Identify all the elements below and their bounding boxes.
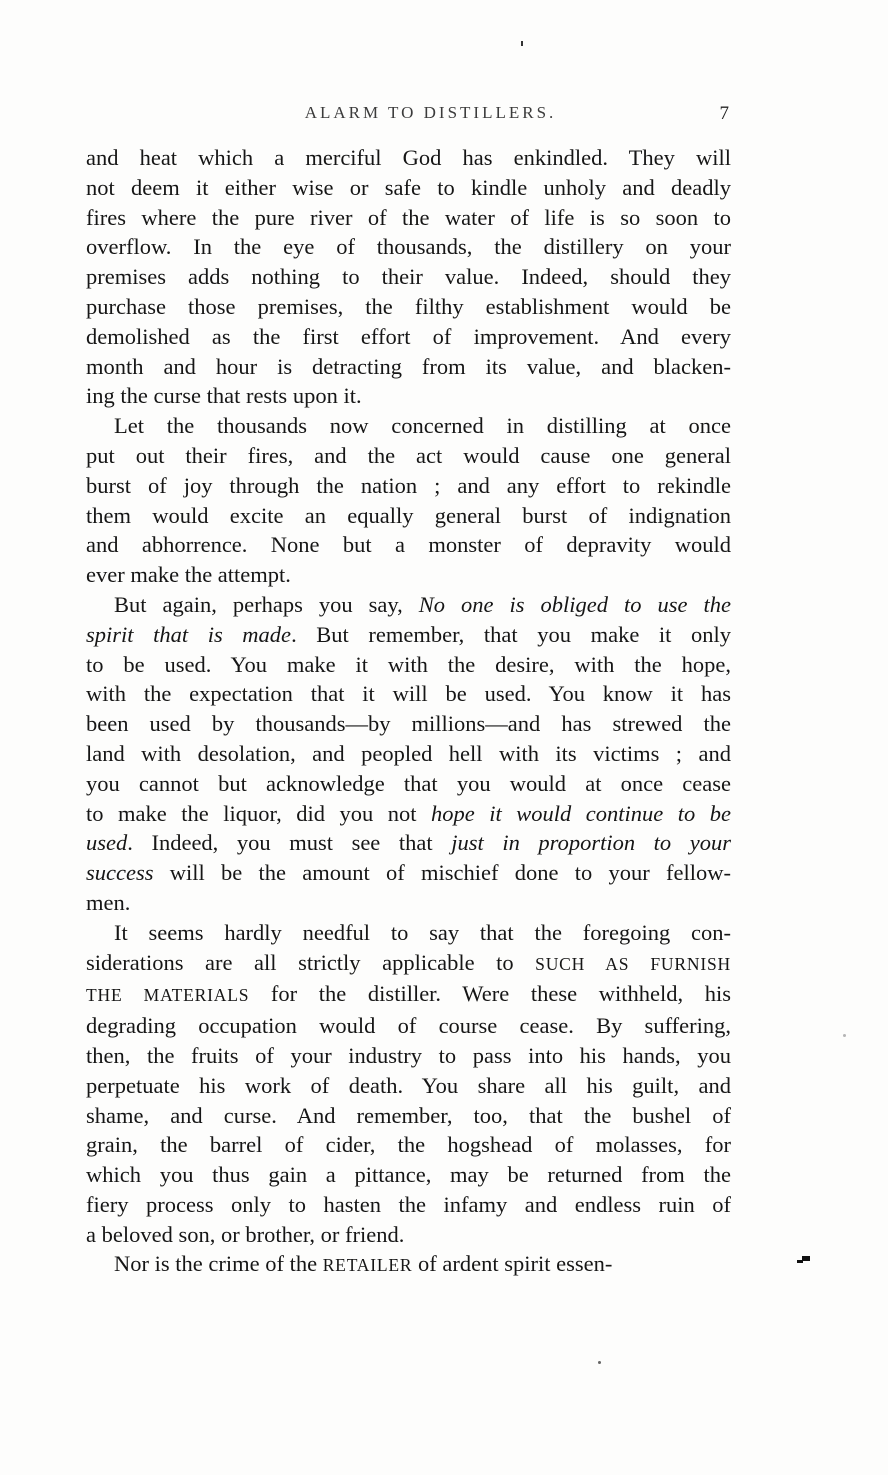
text-line xyxy=(86,1011,731,1041)
text-segment: to make the liquor, did you not xyxy=(86,800,431,826)
text-line xyxy=(86,411,731,441)
text-line xyxy=(86,620,731,650)
text-line xyxy=(86,679,731,709)
ink-speck xyxy=(843,1034,846,1037)
text-segment: burst of joy through the nation ; and any effort to rekindle xyxy=(86,472,731,498)
text-segment: been used by thousands—by millions—and has strewed the xyxy=(86,711,731,737)
text-segment: of ardent spirit essen- xyxy=(412,1251,613,1277)
text-segment: fiery process only to hasten the infamy and endless ruin of xyxy=(86,1191,731,1217)
text-segment: ever make the attempt. xyxy=(86,562,291,588)
text-segment: degrading occupation would of course cease. By suffering, xyxy=(86,1013,731,1039)
text-line xyxy=(86,1160,731,1190)
text-line xyxy=(86,1220,731,1250)
text-line xyxy=(86,1041,731,1071)
text-segment: then, the fruits of your industry to pass into his hands, you xyxy=(86,1042,731,1068)
text-line xyxy=(86,173,731,203)
text-segment: men. xyxy=(86,889,131,915)
text-segment: ing the curse that rests upon it. xyxy=(86,383,362,409)
page-body xyxy=(86,143,731,1281)
text-segment: for the distiller. Were these withheld, his xyxy=(249,981,731,1007)
paragraph xyxy=(86,918,731,1250)
text-segment: fires where the pure river of the water of life is so soon to xyxy=(86,204,731,230)
paragraph xyxy=(86,143,731,411)
text-line xyxy=(86,739,731,769)
text-segment: Nor is the crime of the xyxy=(114,1251,323,1277)
text-segment: not deem it either wise or safe to kindle unholy and deadly xyxy=(86,174,731,200)
text-segment: will be the amount of mischief done to your fellow- xyxy=(153,860,731,886)
ink-speck xyxy=(598,1361,601,1364)
text-line xyxy=(86,262,731,292)
text-segment: But again, perhaps you say, xyxy=(114,591,419,617)
text-segment: perpetuate his work of death. You share all his guilt, and xyxy=(86,1072,731,1098)
text-segment: and heat which a merciful God has enkindled. They will xyxy=(86,145,731,170)
text-line xyxy=(86,471,731,501)
text-segment: grain, the barrel of cider, the hogshead of molasses, for xyxy=(86,1132,731,1158)
page-number: 7 xyxy=(719,103,729,124)
text-segment: put out their fires, and the act would cause one general xyxy=(86,442,731,468)
italic-text: just in proportion to your xyxy=(451,830,731,856)
text-line xyxy=(86,590,731,620)
text-line xyxy=(86,381,731,411)
text-line xyxy=(86,1101,731,1131)
text-line xyxy=(86,888,731,918)
text-segment: purchase those premises, the filthy establishment would be xyxy=(86,293,731,319)
text-segment: demolished as the first effort of improvement. And every xyxy=(86,323,731,349)
text-segment: Let the thousands now concerned in distilling at once xyxy=(114,413,731,439)
text-segment: you cannot but acknowledge that you would at once cease xyxy=(86,770,731,796)
text-segment: It seems hardly needful to say that the foregoing con- xyxy=(114,919,731,945)
paragraph xyxy=(86,411,731,590)
text-line xyxy=(86,143,731,173)
text-line xyxy=(86,769,731,799)
text-line xyxy=(86,203,731,233)
text-segment: which you thus gain a pittance, may be returned from the xyxy=(86,1162,731,1188)
text-segment: with the expectation that it will be used. You know it has xyxy=(86,681,731,707)
paragraph xyxy=(86,1249,731,1281)
text-line xyxy=(86,322,731,352)
text-line xyxy=(86,799,731,829)
text-segment: premises adds nothing to their value. Indeed, should they xyxy=(86,264,731,290)
text-segment: month and hour is detracting from its value, and blacken- xyxy=(86,353,731,379)
smallcaps-text: THE MATERIALS xyxy=(86,985,250,1006)
text-line xyxy=(86,1130,731,1160)
running-header xyxy=(86,103,731,127)
text-line xyxy=(86,530,731,560)
text-segment: siderations are all strictly applicable to xyxy=(86,949,536,975)
text-line xyxy=(86,232,731,262)
text-segment: land with desolation, and peopled hell with its victims ; and xyxy=(86,740,731,766)
italic-text: spirit that is made xyxy=(86,621,292,647)
text-line xyxy=(86,979,731,1011)
page-title: ALARM TO DISTILLERS. xyxy=(304,103,557,122)
italic-text: used xyxy=(86,830,128,856)
italic-text: hope it would continue to be xyxy=(431,800,731,826)
text-segment: overflow. In the eye of thousands, the distillery on your xyxy=(86,234,731,260)
italic-text: success xyxy=(86,860,154,886)
text-segment: a beloved son, or brother, or friend. xyxy=(86,1221,405,1247)
text-line xyxy=(86,828,731,858)
smallcaps-text: SUCH AS FURNISH xyxy=(535,953,731,974)
text-line xyxy=(86,352,731,382)
text-segment: them would excite an equally general burst of indignation xyxy=(86,502,731,528)
ink-blot xyxy=(802,1256,810,1261)
text-line xyxy=(86,1249,731,1281)
text-segment: . But remember, that you make it only xyxy=(291,621,732,647)
italic-text: No one is obliged to use the xyxy=(418,591,731,617)
text-line xyxy=(86,560,731,590)
text-segment: to be used. You make it with the desire, with the hope, xyxy=(86,651,731,677)
text-line xyxy=(86,918,731,948)
text-line xyxy=(86,709,731,739)
smallcaps-text: RETAILER xyxy=(322,1255,413,1276)
text-segment: shame, and curse. And remember, too, that the bushel of xyxy=(86,1102,731,1128)
text-line xyxy=(86,858,731,888)
paragraph xyxy=(86,590,731,918)
text-line xyxy=(86,292,731,322)
text-line xyxy=(86,501,731,531)
text-line xyxy=(86,441,731,471)
text-line xyxy=(86,1071,731,1101)
text-line xyxy=(86,948,731,980)
ink-speck xyxy=(521,41,523,46)
text-line xyxy=(86,1190,731,1220)
text-line xyxy=(86,650,731,680)
text-segment: and abhorrence. None but a monster of depravity would xyxy=(86,532,731,558)
text-segment: . Indeed, you must see that xyxy=(127,830,452,856)
